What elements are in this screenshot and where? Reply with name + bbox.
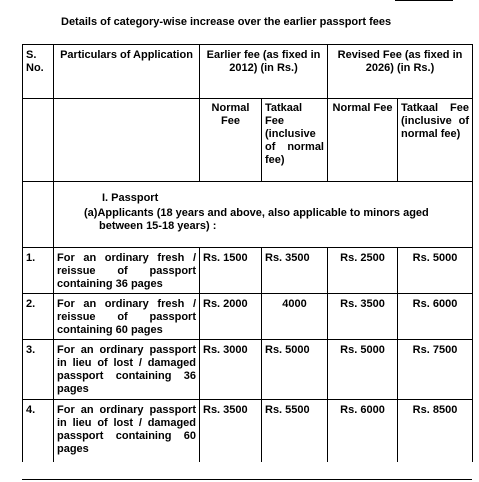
row-revised-tatkaal: Rs. 8500 [398,400,473,462]
row-revised-tatkaal: Rs. 6000 [398,294,473,340]
row-revised-tatkaal: Rs. 7500 [398,340,473,400]
fee-table [22,44,473,462]
row-revised-normal: Rs. 5000 [328,340,398,400]
row-particular: For an ordinary fresh / reissue of passport containing 60 pages [54,294,200,340]
section-title: I. Passport [102,192,159,204]
table-row [23,400,473,462]
header-earlier-tatkaal: Tatkaal Fee (inclusive of normal fee) [262,99,328,182]
row-revised-normal: Rs. 2500 [328,248,398,294]
row-revised-normal: Rs. 6000 [328,400,398,462]
section-row [23,182,473,248]
table-row [23,248,473,294]
subheader-row [23,99,473,182]
row-sno: 3. [23,340,54,400]
row-earlier-normal: Rs. 1500 [200,248,262,294]
section-cell [54,182,473,248]
header-revised-normal: Normal Fee [328,99,398,182]
header-revised-fee: Revised Fee (as fixed in 2026) (in Rs.) [328,45,473,99]
header-particulars: Particulars of Application [54,45,200,99]
row-earlier-tatkaal: Rs. 3500 [262,248,328,294]
row-sno: 2. [23,294,54,340]
page-title: Details of category-wise increase over the earlier passport fees [61,16,392,28]
row-particular: For an ordinary passport in lieu of lost / damaged passport containing 60 pages [54,400,200,462]
top-rule [395,0,453,1]
header-earlier-fee: Earlier fee (as fixed in 2012) (in Rs.) [200,45,328,99]
row-earlier-tatkaal: Rs. 5000 [262,340,328,400]
section-sno-empty [23,182,54,248]
row-particular: For an ordinary fresh / reissue of passport containing 36 pages [54,248,200,294]
row-sno: 4. [23,400,54,462]
row-revised-normal: Rs. 3500 [328,294,398,340]
section-subtitle: (a)Applicants (18 years and above, also applicable to minors aged between 15-18 years) : [84,207,429,232]
subheader-particulars-empty [54,99,200,182]
row-earlier-tatkaal: 4000 [262,294,328,340]
table-row [23,340,473,400]
row-earlier-normal: Rs. 3000 [200,340,262,400]
row-revised-tatkaal: Rs. 5000 [398,248,473,294]
header-revised-tatkaal: Tatkaal Fee (inclusive of normal fee) [398,99,473,182]
subheader-sno-empty [23,99,54,182]
header-sno: S. No. [23,45,54,99]
row-particular: For an ordinary passport in lieu of lost / damaged passport containing 36 pages [54,340,200,400]
row-sno: 1. [23,248,54,294]
header-earlier-normal: Normal Fee [200,99,262,182]
row-earlier-normal: Rs. 3500 [200,400,262,462]
row-earlier-tatkaal: Rs. 5500 [262,400,328,462]
row-earlier-normal: Rs. 2000 [200,294,262,340]
header-row [23,45,473,99]
table-row [23,294,473,340]
table-bottom-rule [22,479,472,480]
